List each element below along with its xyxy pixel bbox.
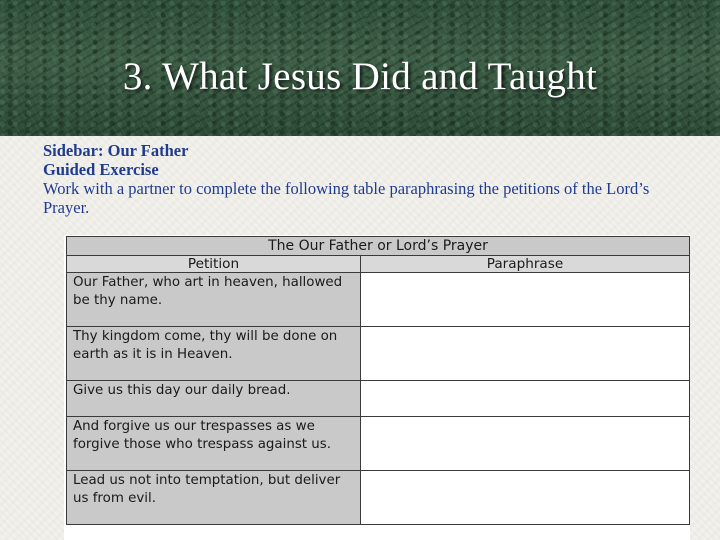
paraphrase-cell[interactable] (360, 381, 689, 417)
exercise-heading: Guided Exercise (43, 160, 159, 179)
paraphrase-cell[interactable] (360, 327, 689, 381)
table-row (67, 273, 690, 327)
petition-cell: And forgive us our trespasses as we forgive those who trespass against us. (67, 417, 361, 471)
petition-cell: Lead us not into temptation, but deliver us from evil. (67, 471, 361, 525)
table-row (67, 471, 690, 525)
petition-cell: Give us this day our daily bread. (67, 381, 361, 417)
worksheet-image (64, 235, 690, 540)
table-row (67, 327, 690, 381)
table-row (67, 381, 690, 417)
petition-cell: Our Father, who art in heaven, hallowed be thy name. (67, 273, 361, 327)
column-header-petition: Petition (67, 256, 361, 273)
petition-cell: Thy kingdom come, thy will be done on earth as it is in Heaven. (67, 327, 361, 381)
paraphrase-cell[interactable] (360, 273, 689, 327)
paraphrase-cell[interactable] (360, 417, 689, 471)
slide-body (43, 141, 693, 217)
column-header-paraphrase: Paraphrase (360, 256, 689, 273)
slide-title: 3. What Jesus Did and Taught (122, 55, 598, 98)
table-row (67, 417, 690, 471)
table-caption: The Our Father or Lord’s Prayer (67, 237, 690, 256)
sidebar-heading: Sidebar: Our Father (43, 141, 189, 160)
title-banner (0, 0, 720, 136)
prayer-table (66, 236, 690, 525)
instructions-text: Work with a partner to complete the following table paraphrasing the petitions of the Lord’s Prayer. (43, 179, 650, 217)
paraphrase-cell[interactable] (360, 471, 689, 525)
